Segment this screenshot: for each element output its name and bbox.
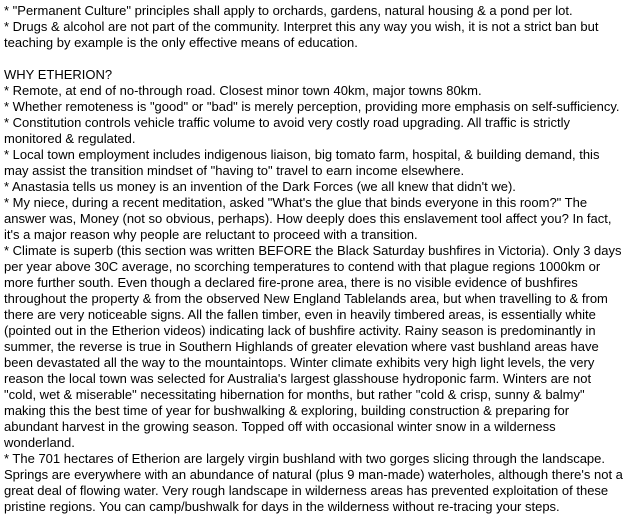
bullet-paragraph: * My niece, during a recent meditation, asked "What's the glue that binds everyone in this room?" The answer was, Money (not so obvious, perhaps). How deeply does this enslavement tool affect you? In fact, it's a major reason why people are reluctant to proceed with a transition. bbox=[4, 195, 612, 242]
bullet-paragraph: * "Permanent Culture" principles shall apply to orchards, gardens, natural housing & a pond per lot. bbox=[4, 3, 573, 18]
bullet-paragraph: * Drugs & alcohol are not part of the community. Interpret this any way you wish, it is not a strict ban but teaching by example is the only effective means of education. bbox=[4, 19, 599, 50]
section-heading: WHY ETHERION? bbox=[4, 67, 113, 82]
bullet-paragraph: * Anastasia tells us money is an invention of the Dark Forces (we all knew that didn't we). bbox=[4, 179, 516, 194]
bullet-paragraph: * The 701 hectares of Etherion are largely virgin bushland with two gorges slicing through the landscape. Springs are everywhere with an abundance of natural (plus 9 man-made) waterholes, although there's not a great deal of flowing water. Very rough landscape in wilderness areas has prevented exploitation of these pristine regions. You can camp/bushwalk for days in the wilderness without re-tracing your steps. bbox=[4, 451, 623, 514]
bullet-paragraph: * Whether remoteness is "good" or "bad" is merely perception, providing more emphasis on self-sufficiency. bbox=[4, 99, 620, 114]
bullet-paragraph: * Constitution controls vehicle traffic volume to avoid very costly road upgrading. All traffic is strictly monitored & regulated. bbox=[4, 115, 570, 146]
bullet-paragraph: * Local town employment includes indigenous liaison, big tomato farm, hospital, & building demand, this may assist the transition mindset of "having to" travel to earn income elsewhere. bbox=[4, 147, 600, 178]
bullet-paragraph: * Climate is superb (this section was written BEFORE the Black Saturday bushfires in Victoria). Only 3 days per year above 30C average, no scorching temperatures to contend with that plague regions 1000km or more further south. Even though a declared fire-prone area, there is no visible evidence of bushfires throughout the property & from the observed New England Tablelands area, but when travelling to & from there are very noticeable signs. All the fallen timber, even in heavily timbered areas, is essentially white (pointed out in the Etherion videos) indicating lack of bushfire activity. Rainy season is predominantly in summer, the reverse is true in Southern Highlands of greater elevation where vast bushland areas have been devastated all the way to the mountaintops. Winter climate exhibits very high light levels, the very reason the local town was selected for Australia's largest glasshouse hydroponic farm. Winters are not "cold, wet & miserable" necessitating hibernation for months, but rather "cold & crisp, sunny & balmy" making this the best time of year for bushwalking & exploring, building construction & preparing for abundant harvest in the growing season. Topped off with occasional winter snow in a wilderness wonderland. bbox=[4, 243, 622, 450]
bullet-paragraph: * Remote, at end of no-through road. Closest minor town 40km, major towns 80km. bbox=[4, 83, 482, 98]
